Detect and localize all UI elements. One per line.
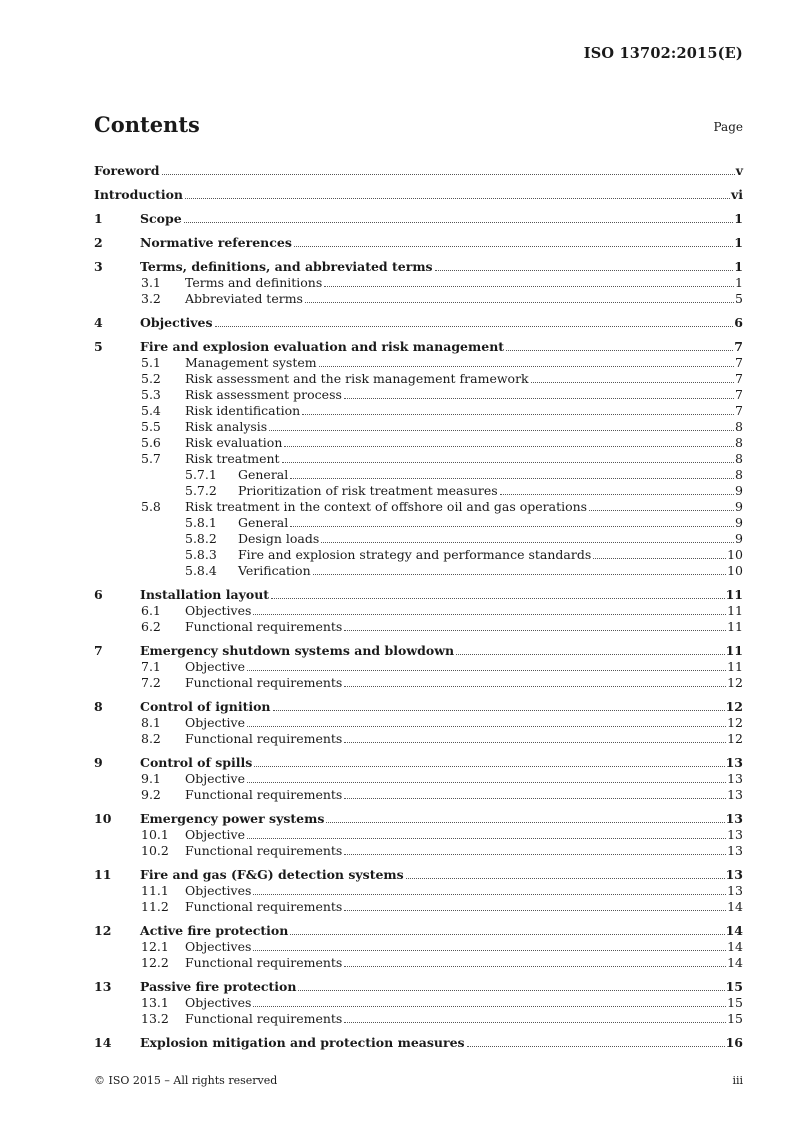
toc-dot-leader bbox=[302, 414, 734, 415]
toc-entry-page[interactable]: 14 bbox=[727, 939, 743, 954]
toc-entry-number: 9.1 bbox=[141, 771, 161, 786]
toc-entry-page[interactable]: 7 bbox=[735, 403, 743, 418]
toc-entry-number: 9.2 bbox=[141, 787, 161, 802]
toc-entry[interactable] bbox=[94, 258, 743, 275]
toc-entry-page[interactable]: 13 bbox=[727, 771, 743, 786]
toc-entry-number: 8.1 bbox=[141, 715, 161, 730]
toc-entry-title[interactable]: Installation layout bbox=[140, 587, 270, 602]
toc-entry[interactable] bbox=[94, 275, 743, 291]
toc-entry-title[interactable]: Objectives bbox=[185, 883, 252, 898]
toc-entry-title[interactable]: Objectives bbox=[185, 603, 252, 618]
toc-entry-number: 5.7 bbox=[141, 451, 161, 466]
toc-entry-title[interactable]: Foreword bbox=[94, 163, 160, 178]
toc-entry-title[interactable]: Risk treatment bbox=[185, 451, 280, 466]
toc-entry-title[interactable]: Fire and explosion evaluation and risk management bbox=[140, 339, 505, 354]
toc-dot-leader bbox=[531, 382, 734, 383]
toc-entry-page[interactable]: 11 bbox=[725, 587, 743, 602]
toc-entry-title[interactable]: Risk treatment in the context of offshore oil and gas operations bbox=[185, 499, 588, 514]
toc-entry-title[interactable]: Emergency shutdown systems and blowdown bbox=[140, 643, 455, 658]
toc-entry-page[interactable]: 7 bbox=[735, 371, 743, 386]
toc-entry[interactable] bbox=[94, 899, 743, 915]
footer-copyright: © ISO 2015 – All rights reserved bbox=[94, 1074, 278, 1087]
toc-entry-title[interactable]: Abbreviated terms bbox=[185, 291, 303, 306]
toc-entry-title[interactable]: Functional requirements bbox=[185, 1011, 343, 1026]
toc-dot-leader bbox=[305, 302, 734, 303]
toc-entry-page[interactable]: 8 bbox=[735, 419, 743, 434]
toc-entry-page[interactable]: vi bbox=[730, 187, 743, 202]
toc-entry-page[interactable]: 14 bbox=[727, 899, 743, 914]
toc-entry-page[interactable]: 12 bbox=[725, 699, 743, 714]
toc-entry-page[interactable]: 10 bbox=[727, 547, 743, 562]
toc-entry[interactable] bbox=[94, 754, 743, 771]
toc-dot-leader bbox=[290, 526, 734, 527]
toc-entry-title[interactable]: Risk analysis bbox=[185, 419, 268, 434]
toc-entry-page[interactable]: 8 bbox=[735, 451, 743, 466]
toc-entry-number: 12.1 bbox=[141, 939, 169, 954]
toc-entry-page[interactable]: 13 bbox=[727, 843, 743, 858]
toc-dot-leader bbox=[273, 710, 725, 711]
toc-entry[interactable] bbox=[94, 810, 743, 827]
toc-entry[interactable] bbox=[94, 387, 743, 403]
toc-entry-title[interactable]: General bbox=[238, 515, 289, 530]
toc-dot-leader bbox=[500, 494, 734, 495]
toc-entry[interactable] bbox=[94, 698, 743, 715]
toc-dot-leader bbox=[269, 430, 734, 431]
toc-entry-number: 14 bbox=[94, 1035, 112, 1050]
toc-entry-number: 12.2 bbox=[141, 955, 169, 970]
toc-dot-leader bbox=[406, 878, 725, 879]
toc-dot-leader bbox=[344, 398, 734, 399]
toc-entry[interactable] bbox=[94, 827, 743, 843]
toc-dot-leader bbox=[284, 446, 734, 447]
toc-entry[interactable] bbox=[94, 675, 743, 691]
toc-entry-title[interactable]: Objectives bbox=[185, 939, 252, 954]
toc-entry[interactable] bbox=[94, 451, 743, 467]
toc-entry-number: 5.2 bbox=[141, 371, 161, 386]
toc-entry[interactable] bbox=[94, 467, 743, 483]
toc-entry[interactable] bbox=[94, 234, 743, 251]
toc-entry-number: 8 bbox=[94, 699, 103, 714]
toc-entry[interactable] bbox=[94, 291, 743, 307]
toc-dot-leader bbox=[253, 1006, 726, 1007]
toc-entry[interactable] bbox=[94, 995, 743, 1011]
toc-entry-title[interactable]: Functional requirements bbox=[185, 787, 343, 802]
toc-dot-leader bbox=[290, 934, 724, 935]
toc-entry-title[interactable]: Risk identification bbox=[185, 403, 301, 418]
toc-entry-page[interactable]: 1 bbox=[735, 275, 743, 290]
toc-entry-number: 2 bbox=[94, 235, 103, 250]
toc-entry-title[interactable]: Objective bbox=[185, 715, 246, 730]
toc-entry[interactable] bbox=[94, 355, 743, 371]
toc-dot-leader bbox=[253, 894, 726, 895]
toc-entry-title[interactable]: Introduction bbox=[94, 187, 184, 202]
toc-entry-title[interactable]: Functional requirements bbox=[185, 731, 343, 746]
document-code: ISO 13702:2015(E) bbox=[583, 45, 743, 62]
toc-dot-leader bbox=[344, 854, 726, 855]
toc-entry-number: 5.6 bbox=[141, 435, 161, 450]
toc-entry-number: 8.2 bbox=[141, 731, 161, 746]
toc-entry-page[interactable]: 9 bbox=[735, 515, 743, 530]
toc-entry-title[interactable]: Normative references bbox=[140, 235, 292, 250]
toc-entry-title[interactable]: Fire and gas (F&G) detection systems bbox=[140, 867, 404, 882]
toc-entry-page[interactable]: 12 bbox=[727, 675, 743, 690]
toc-dot-leader bbox=[456, 654, 725, 655]
toc-entry-number: 3.1 bbox=[141, 275, 161, 290]
toc-entry-number: 5.8 bbox=[141, 499, 161, 514]
toc-entry[interactable] bbox=[94, 939, 743, 955]
page-title: Contents bbox=[94, 112, 200, 137]
toc-entry-number: 5.7.2 bbox=[185, 483, 217, 498]
toc-entry-number: 5.8.1 bbox=[185, 515, 217, 530]
toc-entry[interactable] bbox=[94, 978, 743, 995]
toc-entry-title[interactable]: Objectives bbox=[140, 315, 213, 330]
toc-entry[interactable] bbox=[94, 955, 743, 971]
toc-entry-page[interactable]: 11 bbox=[727, 603, 743, 618]
toc-entry[interactable] bbox=[94, 371, 743, 387]
toc-entry-title[interactable]: Objective bbox=[185, 771, 246, 786]
toc-entry-title[interactable]: Functional requirements bbox=[185, 899, 343, 914]
toc-dot-leader bbox=[467, 1046, 725, 1047]
toc-entry-number: 5.8.4 bbox=[185, 563, 217, 578]
toc-entry-number: 10.1 bbox=[141, 827, 169, 842]
toc-entry-title[interactable]: Emergency power systems bbox=[140, 811, 325, 826]
toc-entry[interactable] bbox=[94, 642, 743, 659]
toc-dot-leader bbox=[184, 222, 734, 223]
toc-entry-page[interactable]: 7 bbox=[735, 355, 743, 370]
toc-entry-number: 6 bbox=[94, 587, 103, 602]
table-of-contents bbox=[94, 155, 743, 1051]
toc-entry[interactable] bbox=[94, 515, 743, 531]
toc-dot-leader bbox=[344, 966, 726, 967]
toc-entry-title[interactable]: Functional requirements bbox=[185, 843, 343, 858]
toc-entry[interactable] bbox=[94, 531, 743, 547]
toc-entry[interactable] bbox=[94, 731, 743, 747]
toc-entry-number: 7.1 bbox=[141, 659, 161, 674]
toc-entry-number: 5.3 bbox=[141, 387, 161, 402]
toc-entry-page[interactable]: 10 bbox=[727, 563, 743, 578]
toc-entry-number: 5.5 bbox=[141, 419, 161, 434]
toc-entry-page[interactable]: 6 bbox=[734, 315, 743, 330]
toc-entry-title[interactable]: Verification bbox=[238, 563, 311, 578]
toc-entry-number: 5 bbox=[94, 339, 103, 354]
toc-entry-title[interactable]: Control of ignition bbox=[140, 699, 271, 714]
footer-page-number: iii bbox=[732, 1074, 743, 1087]
toc-entry-page[interactable]: 13 bbox=[727, 787, 743, 802]
toc-entry-page[interactable]: 1 bbox=[734, 259, 743, 274]
toc-entry-title[interactable]: General bbox=[238, 467, 289, 482]
toc-dot-leader bbox=[247, 726, 726, 727]
toc-entry[interactable] bbox=[94, 186, 743, 203]
toc-dot-leader bbox=[290, 478, 734, 479]
toc-entry-title[interactable]: Scope bbox=[140, 211, 182, 226]
toc-dot-leader bbox=[313, 574, 726, 575]
toc-entry[interactable] bbox=[94, 563, 743, 579]
toc-dot-leader bbox=[294, 246, 733, 247]
toc-entry-page[interactable]: 8 bbox=[735, 467, 743, 482]
toc-entry-title[interactable]: Objective bbox=[185, 827, 246, 842]
toc-entry-page[interactable]: 12 bbox=[727, 731, 743, 746]
toc-dot-leader bbox=[589, 510, 734, 511]
toc-entry-page[interactable]: 1 bbox=[734, 235, 743, 250]
toc-entry-title[interactable]: Explosion mitigation and protection measures bbox=[140, 1035, 465, 1050]
toc-entry[interactable] bbox=[94, 435, 743, 451]
toc-dot-leader bbox=[254, 766, 724, 767]
toc-entry-title[interactable]: Fire and explosion strategy and performance standards bbox=[238, 547, 592, 562]
toc-entry-title[interactable]: Active fire protection bbox=[140, 923, 289, 938]
toc-dot-leader bbox=[344, 742, 726, 743]
toc-dot-leader bbox=[253, 614, 726, 615]
toc-entry-title[interactable]: Prioritization of risk treatment measures bbox=[238, 483, 498, 498]
toc-entry-number: 11.1 bbox=[141, 883, 169, 898]
toc-dot-leader bbox=[319, 366, 734, 367]
toc-entry[interactable] bbox=[94, 883, 743, 899]
toc-entry[interactable] bbox=[94, 866, 743, 883]
toc-entry-page[interactable]: 13 bbox=[725, 755, 743, 770]
toc-entry-number: 6.2 bbox=[141, 619, 161, 634]
toc-dot-leader bbox=[215, 326, 734, 327]
toc-entry[interactable] bbox=[94, 499, 743, 515]
toc-entry-title[interactable]: Terms, definitions, and abbreviated terms bbox=[140, 259, 433, 274]
toc-dot-leader bbox=[326, 822, 724, 823]
toc-dot-leader bbox=[344, 1022, 726, 1023]
toc-entry[interactable] bbox=[94, 922, 743, 939]
toc-entry-title[interactable]: Functional requirements bbox=[185, 675, 343, 690]
toc-entry-number: 6.1 bbox=[141, 603, 161, 618]
toc-entry-number: 9 bbox=[94, 755, 103, 770]
toc-entry-page[interactable]: 9 bbox=[735, 499, 743, 514]
toc-entry-number: 7.2 bbox=[141, 675, 161, 690]
toc-entry[interactable] bbox=[94, 483, 743, 499]
toc-dot-leader bbox=[344, 630, 726, 631]
toc-entry-title[interactable]: Risk assessment and the risk management framework bbox=[185, 371, 529, 386]
toc-dot-leader bbox=[282, 462, 734, 463]
toc-entry-page[interactable]: 15 bbox=[727, 995, 743, 1010]
toc-dot-leader bbox=[247, 838, 726, 839]
toc-entry[interactable] bbox=[94, 771, 743, 787]
toc-dot-leader bbox=[185, 198, 730, 199]
toc-entry-number: 5.8.3 bbox=[185, 547, 217, 562]
toc-entry-number: 5.1 bbox=[141, 355, 161, 370]
toc-dot-leader bbox=[247, 782, 726, 783]
toc-dot-leader bbox=[253, 950, 726, 951]
toc-entry[interactable] bbox=[94, 603, 743, 619]
toc-entry-number: 4 bbox=[94, 315, 103, 330]
toc-entry-page[interactable]: 7 bbox=[734, 339, 743, 354]
toc-entry-number: 10 bbox=[94, 811, 112, 826]
toc-entry-title[interactable]: Objectives bbox=[185, 995, 252, 1010]
toc-entry-number: 10.2 bbox=[141, 843, 169, 858]
toc-dot-leader bbox=[593, 558, 726, 559]
toc-entry[interactable] bbox=[94, 547, 743, 563]
toc-dot-leader bbox=[324, 286, 734, 287]
toc-entry-page[interactable]: 13 bbox=[725, 811, 743, 826]
toc-entry-page[interactable]: 9 bbox=[735, 531, 743, 546]
toc-entry[interactable] bbox=[94, 419, 743, 435]
toc-dot-leader bbox=[321, 542, 734, 543]
toc-entry-title[interactable]: Passive fire protection bbox=[140, 979, 297, 994]
toc-dot-leader bbox=[247, 670, 726, 671]
toc-entry-page[interactable]: 14 bbox=[725, 923, 743, 938]
toc-entry-title[interactable]: Risk evaluation bbox=[185, 435, 283, 450]
toc-entry-number: 7 bbox=[94, 643, 103, 658]
toc-entry[interactable] bbox=[94, 338, 743, 355]
toc-entry[interactable] bbox=[94, 162, 743, 179]
toc-entry-title[interactable]: Risk assessment process bbox=[185, 387, 342, 402]
toc-entry[interactable] bbox=[94, 314, 743, 331]
toc-entry-number: 5.7.1 bbox=[185, 467, 217, 482]
toc-entry-page[interactable]: 1 bbox=[734, 211, 743, 226]
toc-entry-title[interactable]: Functional requirements bbox=[185, 955, 343, 970]
toc-dot-leader bbox=[162, 174, 735, 175]
toc-entry-page[interactable]: 11 bbox=[727, 619, 743, 634]
toc-entry[interactable] bbox=[94, 715, 743, 731]
toc-entry[interactable] bbox=[94, 1034, 743, 1051]
toc-entry-page[interactable]: 11 bbox=[725, 643, 743, 658]
toc-entry-title[interactable]: Management system bbox=[185, 355, 317, 370]
page-column-label: Page bbox=[713, 120, 743, 134]
toc-dot-leader bbox=[506, 350, 733, 351]
toc-entry-page[interactable]: v bbox=[735, 163, 743, 178]
toc-entry-title[interactable]: Terms and definitions bbox=[185, 275, 323, 290]
toc-dot-leader bbox=[435, 270, 734, 271]
toc-dot-leader bbox=[344, 686, 726, 687]
toc-entry-number: 5.4 bbox=[141, 403, 161, 418]
toc-entry-number: 12 bbox=[94, 923, 112, 938]
toc-entry-number: 3.2 bbox=[141, 291, 161, 306]
toc-entry-page[interactable]: 13 bbox=[727, 827, 743, 842]
toc-entry-number: 11 bbox=[94, 867, 112, 882]
toc-entry-page[interactable]: 14 bbox=[727, 955, 743, 970]
toc-entry[interactable] bbox=[94, 586, 743, 603]
toc-entry-title[interactable]: Control of spills bbox=[140, 755, 253, 770]
toc-dot-leader bbox=[298, 990, 724, 991]
toc-entry-number: 3 bbox=[94, 259, 103, 274]
toc-entry-number: 13.2 bbox=[141, 1011, 169, 1026]
toc-dot-leader bbox=[344, 910, 726, 911]
toc-entry-page[interactable]: 13 bbox=[727, 883, 743, 898]
toc-entry-number: 1 bbox=[94, 211, 103, 226]
toc-entry-number: 5.8.2 bbox=[185, 531, 217, 546]
toc-entry-page[interactable]: 11 bbox=[727, 659, 743, 674]
toc-entry-title[interactable]: Objective bbox=[185, 659, 246, 674]
toc-entry-title[interactable]: Functional requirements bbox=[185, 619, 343, 634]
toc-entry-page[interactable]: 5 bbox=[735, 291, 743, 306]
toc-entry-page[interactable]: 16 bbox=[725, 1035, 743, 1050]
toc-entry[interactable] bbox=[94, 659, 743, 675]
toc-entry[interactable] bbox=[94, 787, 743, 803]
toc-entry[interactable] bbox=[94, 619, 743, 635]
toc-dot-leader bbox=[271, 598, 725, 599]
toc-entry-page[interactable]: 13 bbox=[725, 867, 743, 882]
toc-entry-page[interactable]: 15 bbox=[725, 979, 743, 994]
toc-entry-page[interactable]: 15 bbox=[727, 1011, 743, 1026]
toc-entry[interactable] bbox=[94, 210, 743, 227]
toc-entry-page[interactable]: 8 bbox=[735, 435, 743, 450]
toc-entry-title[interactable]: Design loads bbox=[238, 531, 320, 546]
toc-entry[interactable] bbox=[94, 1011, 743, 1027]
toc-entry[interactable] bbox=[94, 843, 743, 859]
toc-dot-leader bbox=[344, 798, 726, 799]
toc-entry[interactable] bbox=[94, 403, 743, 419]
toc-entry-number: 13 bbox=[94, 979, 112, 994]
toc-entry-number: 13.1 bbox=[141, 995, 169, 1010]
toc-entry-page[interactable]: 7 bbox=[735, 387, 743, 402]
toc-entry-page[interactable]: 12 bbox=[727, 715, 743, 730]
toc-entry-number: 11.2 bbox=[141, 899, 169, 914]
title-row bbox=[94, 112, 743, 138]
toc-entry-page[interactable]: 9 bbox=[735, 483, 743, 498]
